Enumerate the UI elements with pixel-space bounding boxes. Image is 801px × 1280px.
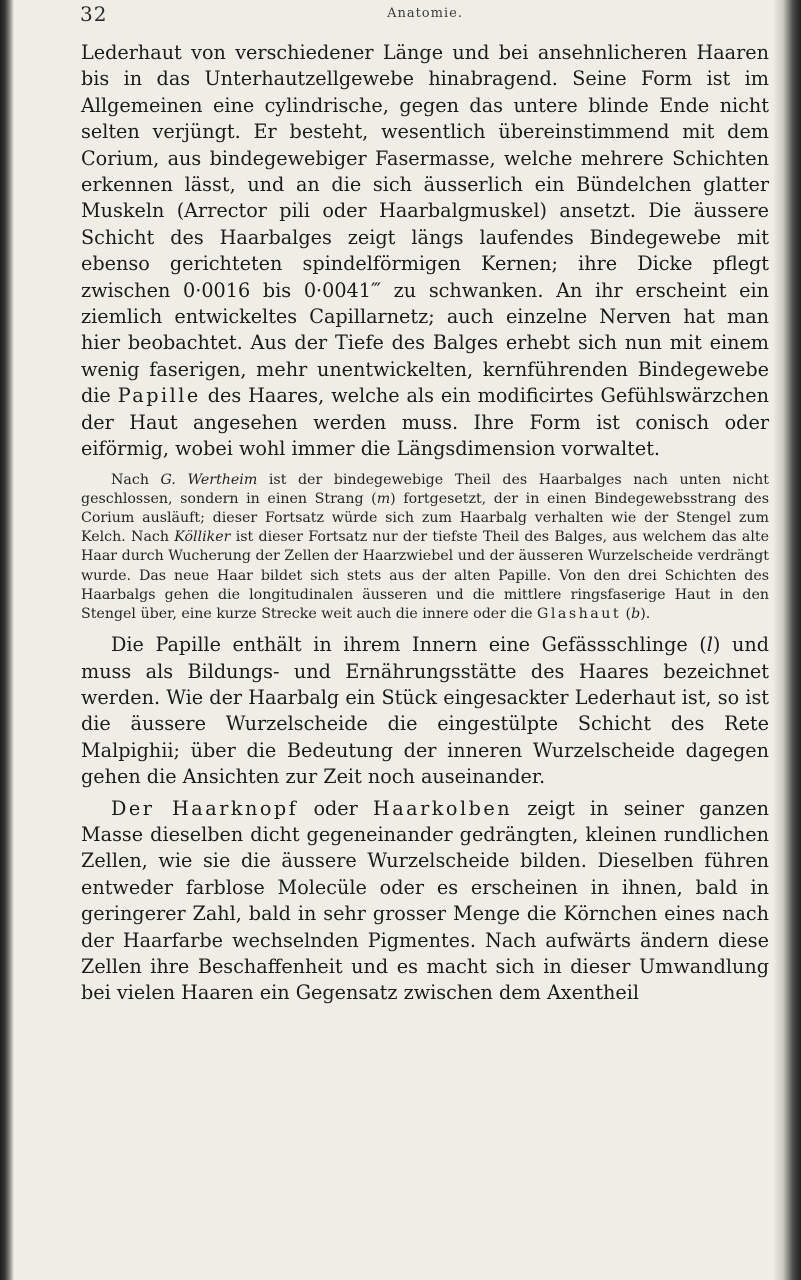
paragraph-text: ) und muss als Bildungs- und Ernährungsstätte des Haares bezeichnet werden. Wie der Haarbalg ein Stück eingesackter Lederhaut ist, so ist die äussere Wurzelscheide die eingestülpte Schicht des Rete Malpighii; über die Bedeutung der inneren Wurzelscheide dagegen gehen die Ansichten zur Zeit noch auseinander. <box>81 633 769 789</box>
note-text: ). <box>640 605 651 622</box>
paragraph-text: zeigt in seiner ganzen Masse dieselben dicht gegeneinander gedrängten, kleinen rundlichen Zellen, wie sie die äussere Wurzelscheide bilden. Dieselben führen entweder farblose Molecüle oder es erscheinen in ihnen, bald in geringerer Zahl, bald in sehr grosser Menge die Körnchen eines nach der Haarfarbe wechselnden Pigmentes. Nach aufwärts ändern diese Zellen ihre Beschaffenheit und es macht sich in dieser Umwandlung bei vielen Haaren ein Gegensatz zwischen dem Axentheil <box>81 796 769 1005</box>
page-binding-shadow <box>0 0 14 1280</box>
note-text: ( <box>621 605 632 622</box>
note-text: Nach <box>111 471 161 488</box>
page-number: 32 <box>80 2 108 26</box>
page-header <box>80 2 770 34</box>
paragraph-text: Die Papille enthält in ihrem Innern eine Gefässschlinge ( <box>111 633 707 657</box>
footnote-wertheim <box>81 471 769 625</box>
figure-label-b: b <box>631 605 641 622</box>
paragraph-text: Lederhaut von verschiedener Länge und bei ansehnlicheren Haaren bis in das Unterhautzellgewebe hinabragend. Seine Form ist im Allgemeinen eine cylindrische, gegen das untere blinde Ende nicht selten verjüngt. Er besteht, wesentlich übereinstimmend mit dem Corium, aus bindegewebiger Fasermasse, welche mehrere Schichten erkennen lässt, und an die sich äusserlich ein Bündelchen glatter Muskeln (Arrector pili oder Haarbalgmuskel) ansetzt. Die äussere Schicht des Haarbalges zeigt längs laufendes Bindegewebe mit ebenso gerichteten spindelförmigen Kernen; ihre Dicke pflegt zwischen 0·0016 bis 0·0041‴ zu schwanken. An ihr erscheint ein ziemlich entwickeltes Capillarnetz; auch einzelne Nerven hat man hier beobachtet. Aus der Tiefe des Balges erhebt sich nun mit einem wenig faserigen, mehr unentwickelten, kernführenden Bindegewebe die <box>81 41 769 408</box>
paragraph-text: oder <box>298 796 373 820</box>
note-text: ist der bindegewebige Theil des Haarbalges nach unten nicht geschlossen, sondern in einen Strang ( <box>81 471 770 507</box>
body-text <box>81 40 769 1007</box>
paragraph-hair-bulb <box>81 796 769 1007</box>
running-head: Anatomie. <box>387 6 463 21</box>
note-text: ist dieser Fortsatz nur der tiefste Theil des Balges, aus welchem das alte Haar durch Wucherung der Zellen der Haarzwiebel und der äusseren Wurzelscheide verdrängt wurde. Das neue Haar bildet sich stets aus der alten Papille. Von den drei Schichten des Haarbalgs gehen die longitudinalen äusseren und die mittlere ringsfaserige Haut in den Stengel über, eine kurze Strecke weit auch die innere oder die <box>81 529 769 622</box>
note-text: ) fortgesetzt, der in einen Bindegewebsstrang des Corium ausläuft; dieser Fortsatz würde sich zum Haarbalg verhalten wie der Stengel zum Kelch. Nach <box>81 490 769 546</box>
figure-label-m: m <box>376 490 391 507</box>
paragraph-text: des Haares, welche als ein modificirtes Gefühlswärzchen der Haut angesehen werden muss. Ihre Form ist conisch oder eiförmig, wobei wohl immer die Längsdimension vorwaltet. <box>81 384 769 461</box>
term-haarknopf: Der Haarknopf <box>111 796 299 820</box>
term-papille: Papille <box>117 384 201 408</box>
paragraph-papilla <box>81 632 769 790</box>
author-wertheim: G. Wertheim <box>160 471 258 488</box>
paragraph-hair-follicle <box>81 40 769 463</box>
term-glashaut: Glashaut <box>537 605 622 622</box>
term-haarkolben: Haarkolben <box>373 796 513 820</box>
figure-label-l: l <box>706 633 713 657</box>
page-edge-shadow <box>773 0 801 1280</box>
author-koelliker: Kölliker <box>174 529 231 546</box>
